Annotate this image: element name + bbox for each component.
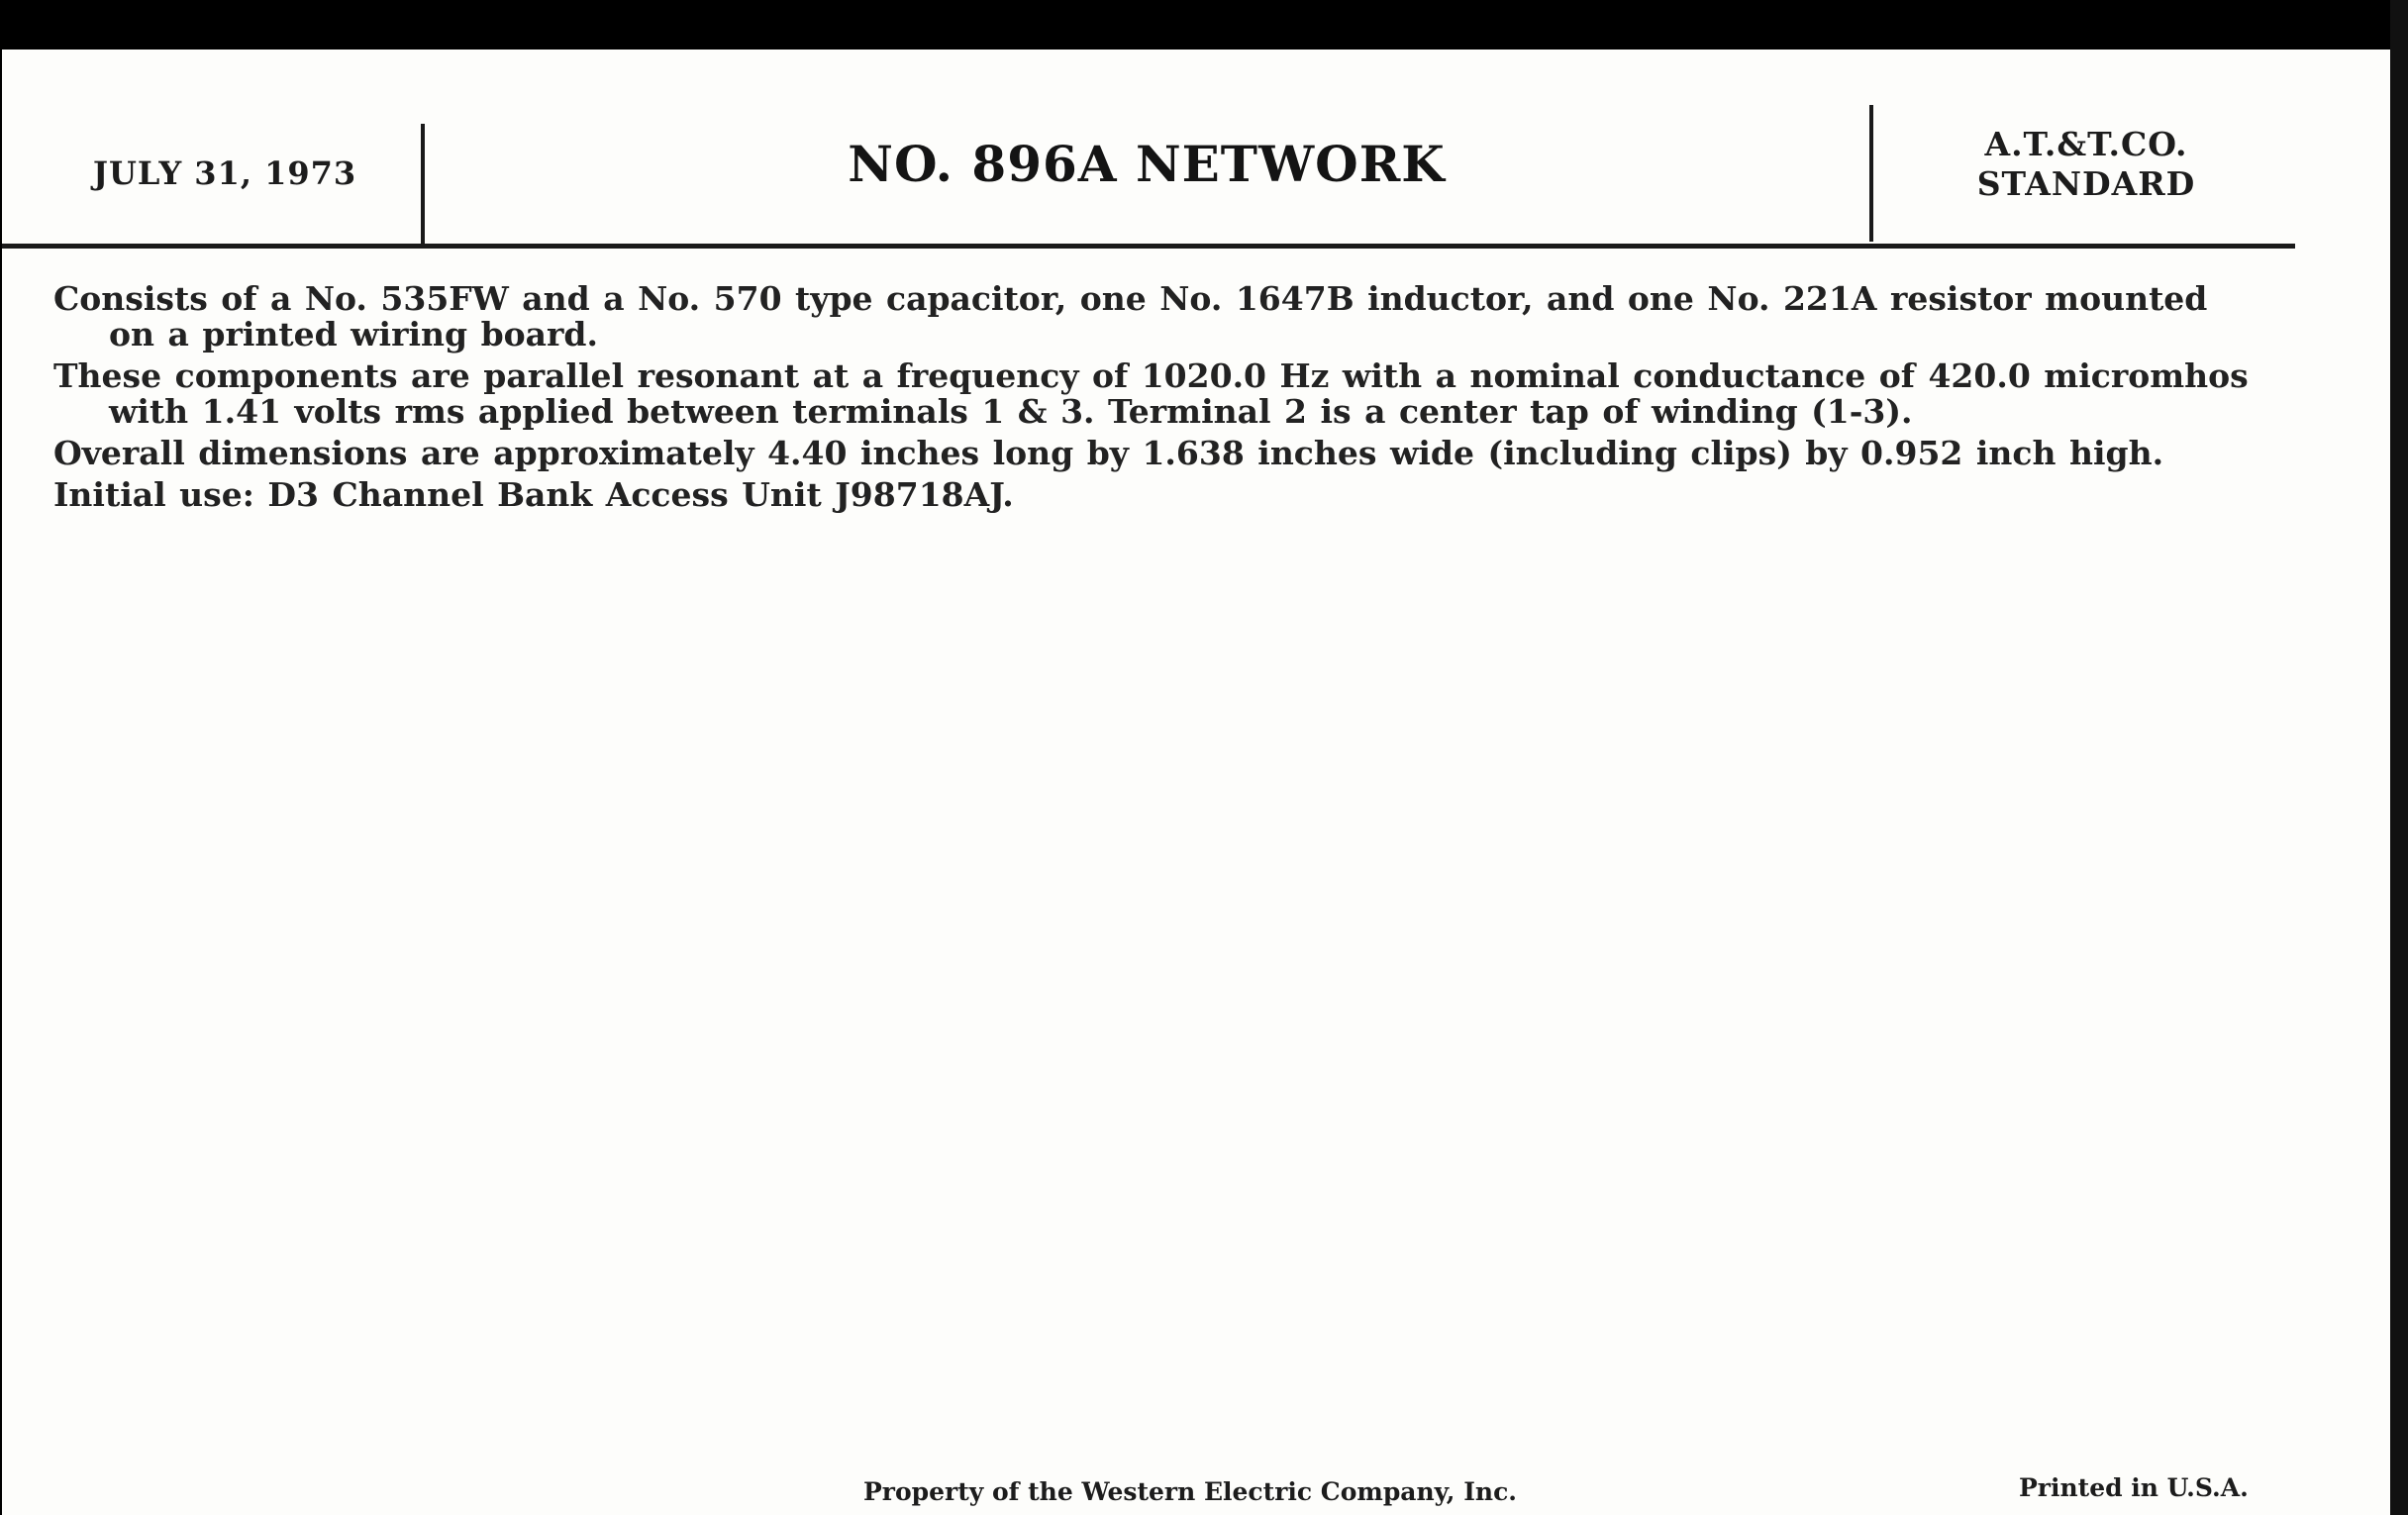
paragraph-initial-use: Initial use: D3 Channel Bank Access Unit J98718AJ. bbox=[53, 475, 1014, 514]
scan-edge bbox=[2390, 0, 2408, 1515]
property-notice: Property of the Western Electric Company, Inc. bbox=[863, 1477, 1518, 1506]
paper-sheet bbox=[2, 50, 2390, 1515]
header-rule bbox=[2, 244, 2295, 249]
paragraph-dimensions: Overall dimensions are approximately 4.40 inches long by 1.638 inches wide (including clips) by 0.952 inch high. bbox=[53, 434, 2164, 472]
paragraph-resonance: These components are parallel resonant at a frequency of 1020.0 Hz with a nominal conductance of 420.0 micromhos with 1.41 volts rms applied between terminals 1 & 3. Terminal 2 is a center tap of winding (1-3). bbox=[53, 356, 2249, 431]
paragraph-composition: Consists of a No. 535FW and a No. 570 type capacitor, one No. 1647B inductor, and one No. 221A resistor mounted on a printed wiring board. bbox=[53, 279, 2208, 354]
document-title: NO. 896A NETWORK bbox=[848, 135, 1446, 193]
document-header bbox=[2, 50, 2390, 208]
issue-date: JULY 31, 1973 bbox=[92, 154, 357, 192]
header-divider-right bbox=[1869, 105, 1873, 242]
standard-line-2: STANDARD bbox=[1976, 164, 2196, 203]
document-body bbox=[53, 281, 2252, 519]
header-divider-left bbox=[421, 124, 425, 248]
standard-line-1: A.T.&T.CO. bbox=[1984, 125, 2188, 163]
standard-label bbox=[1878, 125, 2294, 204]
printed-notice: Printed in U.S.A. bbox=[2019, 1473, 2249, 1502]
